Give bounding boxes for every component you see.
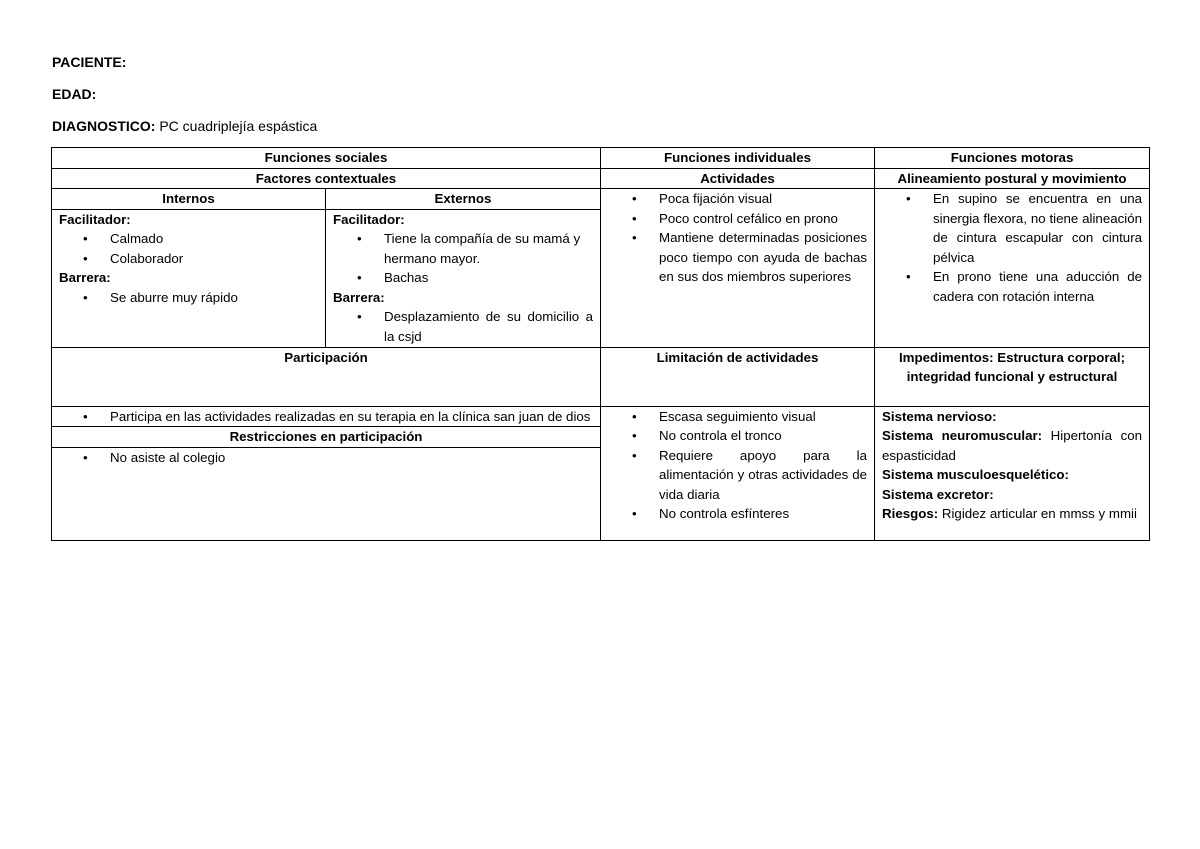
header-factores-contextuales: Factores contextuales <box>52 168 601 189</box>
sistema-musculoesqueletico: Sistema musculoesquelético: <box>882 467 1069 482</box>
facilitador-label: Facilitador: <box>333 211 405 227</box>
header-actividades: Actividades <box>601 168 875 189</box>
list-item: • En supino se encuentra en una sinergia flexora, no tiene alineación de cintura escapular con cintura pélvica <box>882 189 1142 267</box>
header-alineamiento: Alineamiento postural y movimiento <box>875 168 1150 189</box>
list-item: • Poca fijación visual <box>608 189 867 209</box>
list-item: • En prono tiene una aducción de cadera con rotación interna <box>882 267 1142 306</box>
impedimentos-cell <box>875 406 1150 540</box>
list-item: • Escasa seguimiento visual <box>608 407 867 427</box>
list-item: • Tiene la compañía de su mamá y hermano mayor. <box>333 229 593 268</box>
list-item: • Calmado <box>59 229 318 249</box>
sistema-neuromuscular: Sistema neuromuscular: Hipertonía con espasticidad <box>882 428 1143 463</box>
list-item: • Participa en las actividades realizadas en su terapia en la clínica san juan de dios <box>59 407 593 427</box>
list-item: • Colaborador <box>59 249 318 269</box>
header-funciones-motoras: Funciones motoras <box>875 148 1150 169</box>
header-restricciones: Restricciones en participación <box>52 426 600 447</box>
actividades-cell <box>601 189 875 348</box>
header-participacion: Participación <box>52 347 601 406</box>
sistema-excretor: Sistema excretor: <box>882 486 994 502</box>
sistema-nervioso: Sistema nervioso: <box>882 408 997 424</box>
list-item: • Bachas <box>333 268 593 288</box>
header-funciones-individuales: Funciones individuales <box>601 148 875 169</box>
assessment-table <box>51 147 1150 541</box>
barrera-label: Barrera: <box>59 270 111 285</box>
patient-label: PACIENTE: <box>52 54 127 70</box>
list-item: • Desplazamiento de su domicilio a la csjd <box>333 307 593 346</box>
list-item: • Se aburre muy rápido <box>59 288 318 308</box>
limitacion-cell <box>601 406 875 540</box>
list-item: • No controla esfínteres <box>608 504 867 524</box>
list-item: • Requiere apoyo para la alimentación y otras actividades de vida diaria <box>608 446 867 505</box>
alineamiento-cell <box>875 189 1150 348</box>
list-item: • No asiste al colegio <box>59 448 593 468</box>
age-label: EDAD: <box>52 86 97 102</box>
participacion-cell <box>52 406 601 540</box>
header-internos: Internos <box>52 189 326 210</box>
list-item: • No controla el tronco <box>608 426 867 446</box>
header-externos: Externos <box>326 189 601 210</box>
header-impedimentos: Impedimentos: Estructura corporal; integridad funcional y estructural <box>875 347 1150 406</box>
header-limitacion: Limitación de actividades <box>601 347 875 406</box>
riesgos: Riesgos: Rigidez articular en mmss y mmii <box>882 506 1137 521</box>
externos-cell <box>326 209 601 347</box>
header-funciones-sociales: Funciones sociales <box>52 148 601 169</box>
diagnosis-line <box>52 118 317 134</box>
diagnosis-label: DIAGNOSTICO: <box>52 118 156 134</box>
list-item: • Poco control cefálico en prono <box>608 209 867 229</box>
internos-cell <box>52 209 326 347</box>
diagnosis-value: PC cuadriplejía espástica <box>155 118 318 134</box>
facilitador-label: Facilitador: <box>59 211 131 227</box>
barrera-label: Barrera: <box>333 289 385 305</box>
list-item: • Mantiene determinadas posiciones poco tiempo con ayuda de bachas en sus dos miembros superiores <box>608 228 867 287</box>
